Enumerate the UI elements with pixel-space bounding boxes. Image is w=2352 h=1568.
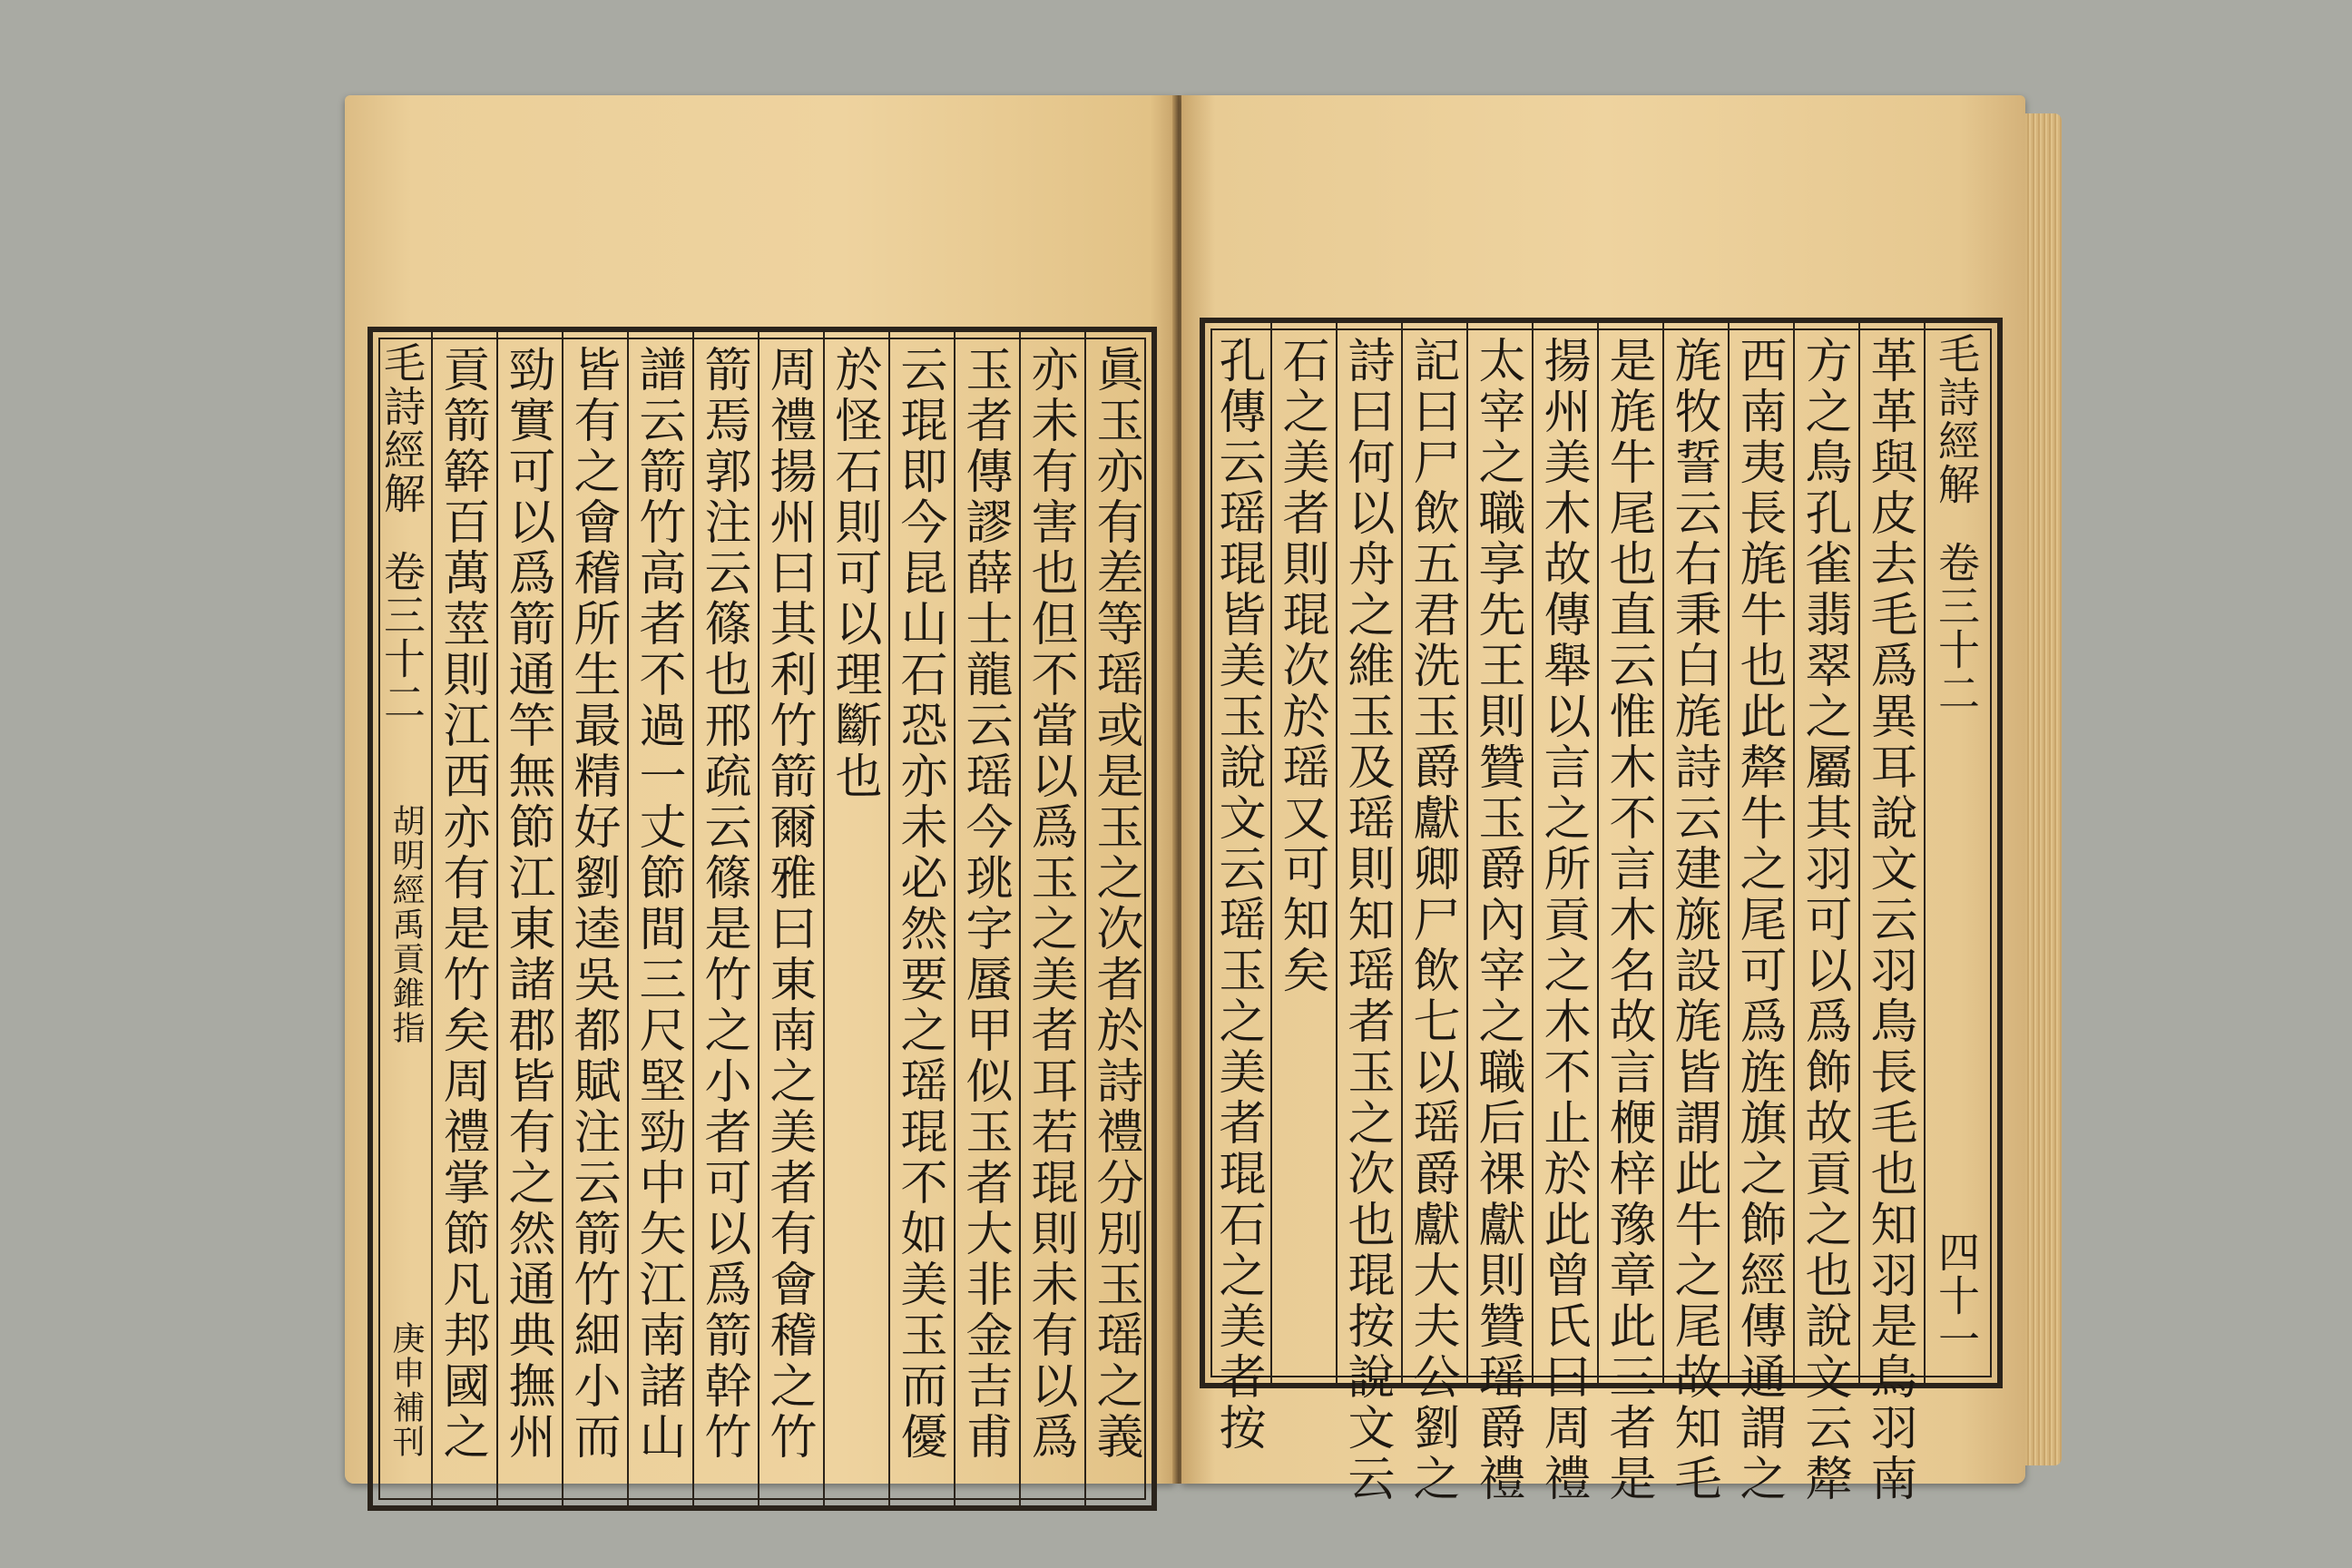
column-divider [1019, 332, 1021, 1505]
text-column: 西南夷長旄牛也此犛牛之尾可爲旌旗之飾經傳通謂之 [1731, 336, 1786, 1504]
column-divider [1336, 323, 1338, 1383]
text-column: 勁實可以爲箭通竿無節江東諸郡皆有之然通典撫州 [500, 345, 554, 1463]
text-column: 玉者傳謬薛士龍云瑶今珧字蜃甲似玉者大非金吉甫 [957, 345, 1012, 1463]
margin-title: 毛詩經解 [377, 341, 426, 515]
column-divider [758, 332, 760, 1505]
column-divider [1793, 323, 1795, 1383]
text-column: 是旄牛尾也直云惟木不言木名故言楩梓豫章此三者是 [1601, 336, 1655, 1504]
text-column: 孔傳云瑶琨皆美玉說文云瑶玉之美者琨石之美者按 [1210, 336, 1265, 1454]
text-column: 革革與皮去毛爲異耳說文云羽鳥長毛也知羽是鳥羽南 [1862, 336, 1916, 1504]
text-column: 記曰尸飲五君洗玉爵獻卿尸飲七以瑶爵獻大夫公劉之 [1405, 336, 1459, 1504]
text-column: 詩曰何以舟之維玉及瑶則知瑶者玉之次也琨按說文云 [1339, 336, 1394, 1504]
text-column: 太宰之職享先王則贊玉爵內宰之職后祼獻則贊瑶爵禮 [1470, 336, 1524, 1504]
text-column: 石之美者則琨次於瑶又可知矣 [1274, 336, 1328, 996]
column-divider [1662, 323, 1664, 1383]
margin-volume: 卷三十二 [1932, 541, 1981, 715]
text-column: 亦未有害也但不當以爲玉之美者耳若琨則未有以爲 [1023, 345, 1077, 1463]
left-page [345, 95, 1175, 1484]
column-divider [823, 332, 825, 1505]
text-column: 云琨即今昆山石恐亦未必然要之瑶琨不如美玉而優 [892, 345, 946, 1463]
column-divider [431, 332, 433, 1505]
text-column: 於怪石則可以理斷也 [827, 345, 881, 802]
text-column: 譜云箭竹高者不過一丈節間三尺堅勁中矢江南諸山 [631, 345, 685, 1463]
text-column: 皆有之會稽所生最精好劉逵吳都賦注云箭竹細小而 [565, 345, 620, 1463]
right-text-frame [1200, 318, 2003, 1504]
left-text-frame [368, 327, 1157, 1511]
page-edges [2025, 113, 2062, 1465]
text-column: 眞玉亦有差等瑶或是玉之次者於詩禮分別玉瑶之義 [1088, 345, 1142, 1463]
text-column: 貢箭簳百萬莖則江西亦有是竹矣周禮掌節凡邦國之 [435, 345, 489, 1463]
column-divider [1924, 323, 1926, 1383]
column-divider [692, 332, 694, 1505]
column-divider [954, 332, 956, 1505]
column-divider [1466, 323, 1468, 1383]
margin-volume: 卷三十二 [377, 550, 426, 724]
column-divider [1597, 323, 1599, 1383]
column-divider [1084, 332, 1086, 1505]
text-column: 周禮揚州曰其利竹箭爾雅曰東南之美者有會稽之竹 [761, 345, 816, 1463]
column-divider [1728, 323, 1730, 1383]
column-divider [627, 332, 629, 1505]
text-column: 方之鳥孔雀翡翠之屬其羽可以爲飾故貢之也說文云犛 [1797, 336, 1851, 1504]
column-divider [1858, 323, 1860, 1383]
column-divider [562, 332, 564, 1505]
text-column: 揚州美木故傳舉以言之所貢之木不止於此曾氏曰周禮 [1535, 336, 1590, 1504]
margin-folio: 四十一 [1932, 1230, 1981, 1361]
right-page [1181, 95, 2025, 1504]
text-column: 旄牧誓云右秉白旄詩云建旐設旄皆謂此牛之尾故知毛 [1666, 336, 1720, 1504]
text-column: 箭焉郭注云篠也邢疏云篠是竹之小者可以爲箭幹竹 [696, 345, 750, 1463]
column-divider [1401, 323, 1403, 1383]
column-divider [888, 332, 890, 1505]
column-divider [1532, 323, 1534, 1383]
margin-note: 胡明經禹貢錐指 [387, 804, 425, 1045]
column-divider [496, 332, 498, 1505]
margin-title: 毛詩經解 [1932, 332, 1981, 506]
column-divider [1270, 323, 1272, 1383]
margin-bottom: 庚申補刊 [387, 1321, 425, 1459]
open-book [345, 95, 2069, 1504]
